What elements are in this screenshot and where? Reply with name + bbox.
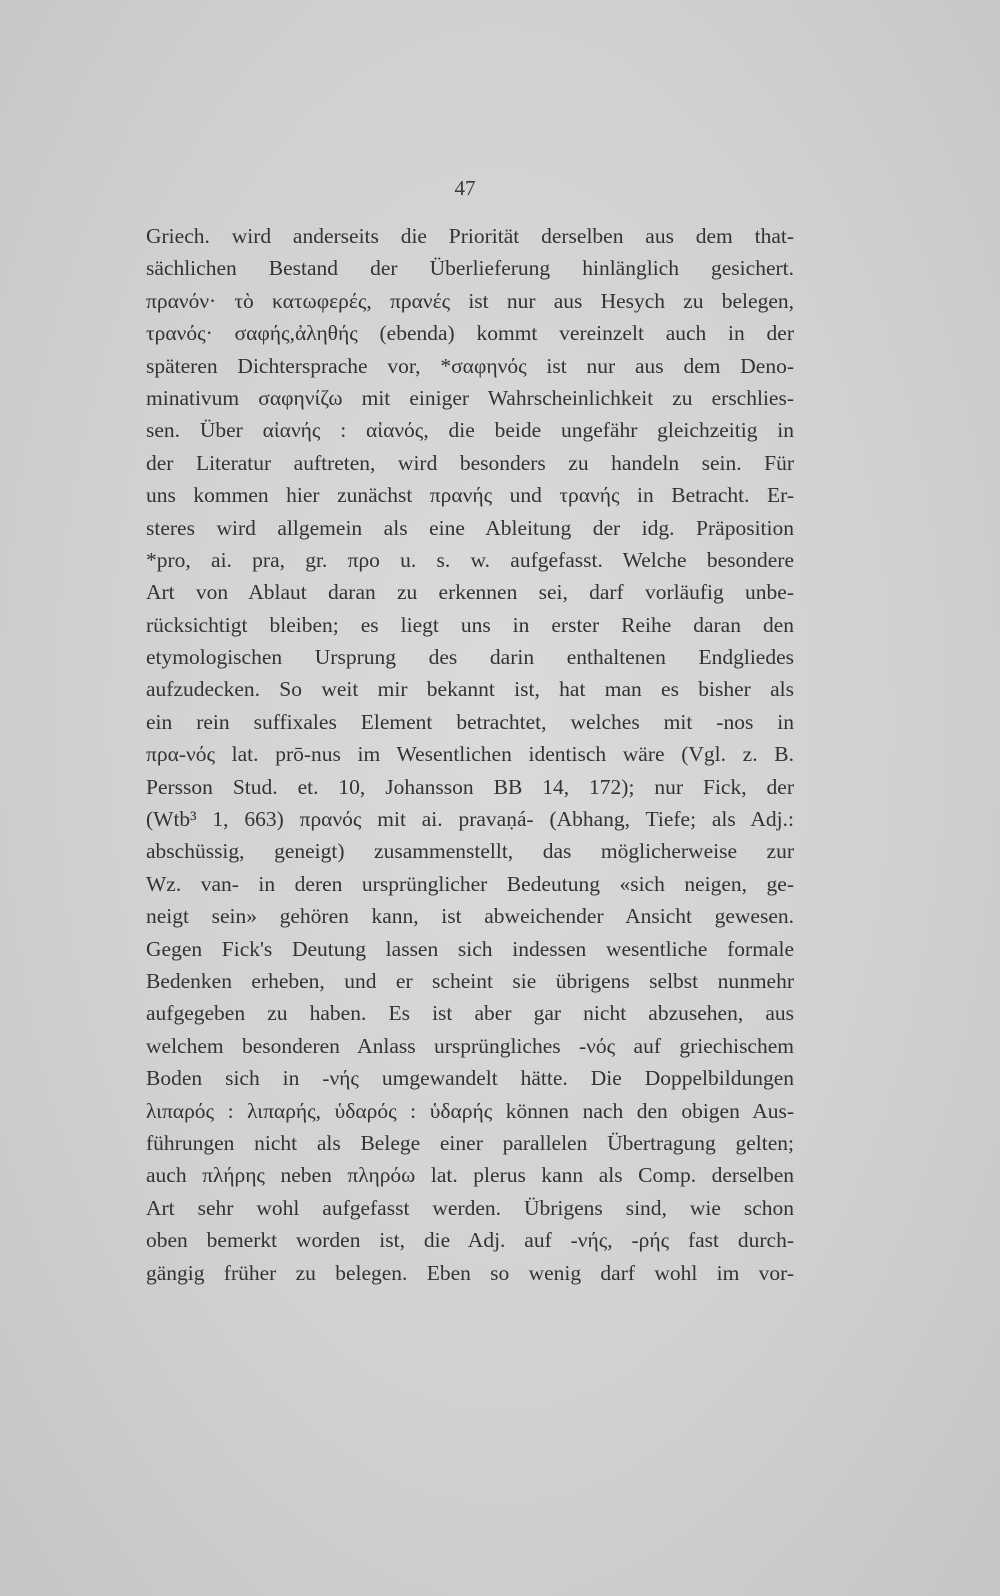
text-line: πρα-νός lat. prō-nus im Wesentlichen identisch wäre (Vgl. z. B. [146, 742, 794, 767]
text-line: welchem besonderen Anlass ursprüngliches -νός auf griechischem [146, 1033, 794, 1058]
text-line: Bedenken erheben, und er scheint sie übrigens selbst nunmehr [146, 968, 794, 993]
text-line: aufzudecken. So weit mir bekannt ist, hat man es bisher als [146, 677, 794, 702]
text-line: sen. Über αἰανής : αἰανός, die beide ungefähr gleichzeitig in [146, 418, 794, 443]
text-line: oben bemerkt worden ist, die Adj. auf -νής, -ρής fast durch- [146, 1228, 794, 1253]
text-line: ein rein suffixales Element betrachtet, welches mit -nos in [146, 709, 794, 734]
text-line: der Literatur auftreten, wird besonders zu handeln sein. Für [146, 450, 794, 475]
text-line: λιπαρός : λιπαρής, ὑδαρός : ὑδαρής können nach den obigen Aus- [146, 1098, 794, 1123]
text-line: späteren Dichtersprache vor, *σαφηνός ist nur aus dem Deno- [146, 353, 794, 378]
text-line: *pro, ai. pra, gr. προ u. s. w. aufgefasst. Welche besondere [146, 547, 794, 572]
text-line: πρανόν· τὸ κατωφερές, πρανές ist nur aus Hesych zu belegen, [146, 288, 794, 313]
text-line: uns kommen hier zunächst πρανής und τρανής in Betracht. Er- [146, 483, 794, 508]
text-line: Persson Stud. et. 10, Johansson BB 14, 172); nur Fick, der [146, 774, 794, 799]
text-line: Art von Ablaut daran zu erkennen sei, darf vorläufig unbe- [146, 580, 794, 605]
text-line: abschüssig, geneigt) zusammenstellt, das möglicherweise zur [146, 839, 794, 864]
text-line: Gegen Fick's Deutung lassen sich indessen wesentliche formale [146, 936, 794, 961]
text-line: minativum σαφηνίζω mit einiger Wahrscheinlichkeit zu erschlies- [146, 385, 794, 410]
text-line: Griech. wird anderseits die Priorität derselben aus dem that- [146, 224, 794, 248]
text-line: steres wird allgemein als eine Ableitung der idg. Präposition [146, 515, 794, 540]
text-line: gängig früher zu belegen. Eben so wenig darf wohl im vor- [146, 1260, 794, 1285]
text-line: auch πλήρης neben πληρόω lat. plerus kann als Comp. derselben [146, 1163, 794, 1188]
text-line: Art sehr wohl aufgefasst werden. Übrigens sind, wie schon [146, 1195, 794, 1220]
page-number: 47 [454, 176, 476, 200]
text-line: sächlichen Bestand der Überlieferung hinlänglich gesichert. [146, 256, 794, 281]
text-line: (Wtb³ 1, 663) πρανός mit ai. pravaṇá- (Abhang, Tiefe; als Adj.: [146, 807, 794, 832]
text-line: Boden sich in -νής umgewandelt hätte. Die Doppelbildungen [146, 1066, 794, 1091]
text-line: τρανός· σαφής,ἀληθής (ebenda) kommt vereinzelt auch in der [146, 321, 794, 346]
text-line: Wz. van- in deren ursprünglicher Bedeutung «sich neigen, ge- [146, 871, 794, 896]
text-line: aufgegeben zu haben. Es ist aber gar nicht abzusehen, aus [146, 1001, 794, 1026]
text-line: neigt sein» gehören kann, ist abweichender Ansicht gewesen. [146, 904, 794, 929]
text-line: etymologischen Ursprung des darin enthaltenen Endgliedes [146, 645, 794, 670]
text-line: führungen nicht als Belege einer parallelen Übertragung gelten; [146, 1130, 794, 1155]
body-text [146, 220, 794, 1289]
text-line: rücksichtigt bleiben; es liegt uns in erster Reihe daran den [146, 612, 794, 637]
